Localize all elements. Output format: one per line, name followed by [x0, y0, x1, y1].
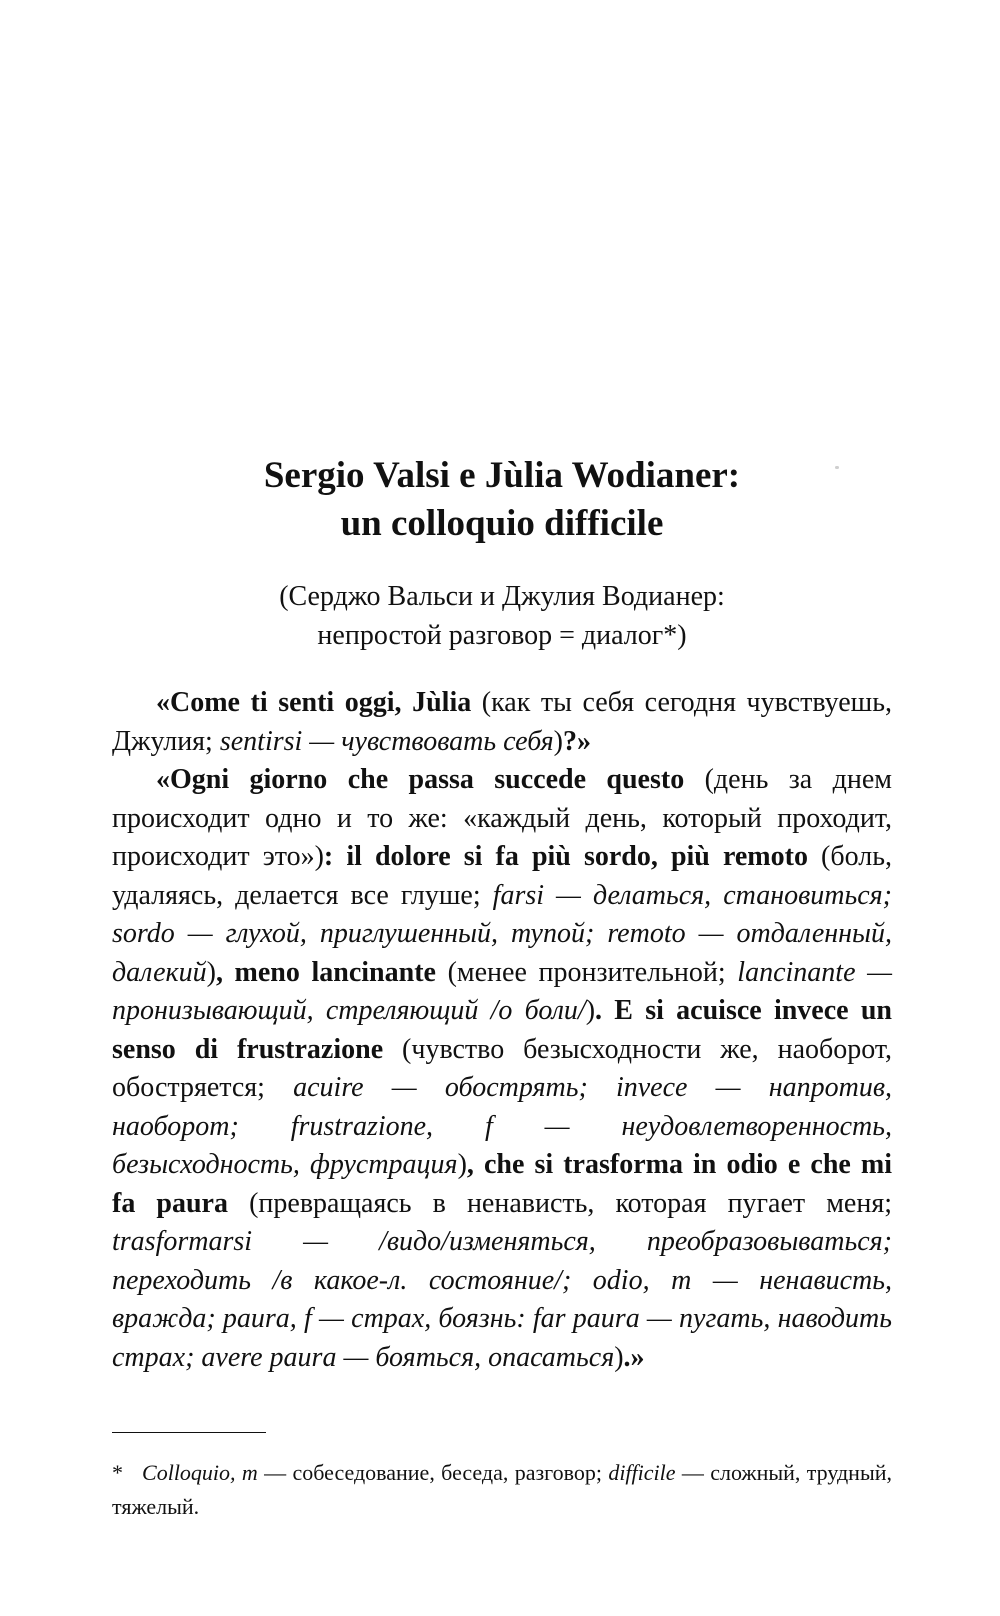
footnote-marker: *	[112, 1460, 123, 1485]
footnote-definition: — собеседование, беседа, разговор;	[257, 1460, 609, 1485]
italian-text: .»	[623, 1341, 645, 1373]
vocabulary-note: acuire — обострять; invece — напротив, наоборот; frustrazione, f — неудовлетворенность, безысходность, фрустрация	[112, 1072, 893, 1180]
russian-translation: (как ты себя сегодня чувствуешь, Джулия;	[112, 687, 892, 757]
russian-translation: )	[457, 1149, 467, 1180]
russian-translation: )	[206, 956, 216, 988]
chapter-title	[112, 452, 892, 548]
russian-translation: (день за днем происходит одно и то же: «каждый день, который проходит, происходит это»)	[112, 764, 892, 872]
paragraph-2	[112, 761, 892, 1377]
italian-text: : il dolore si fa più sordo, più remoto	[323, 841, 808, 872]
chapter-subtitle-line-1: (Серджо Вальси и Джулия Водианер:	[279, 581, 725, 612]
russian-translation: (менее пронзительной;	[435, 956, 738, 988]
italian-text: ?»	[562, 725, 591, 757]
body-text	[112, 684, 892, 1377]
footnote-definition: — сложный, трудный, тяжелый.	[112, 1460, 892, 1519]
italian-text: . E si acuisce invece un senso di frustrazione	[112, 995, 892, 1065]
footnote-term: Colloquio, m	[142, 1460, 258, 1485]
book-page	[112, 0, 892, 1616]
russian-translation: (превращаясь в ненависть, которая пугает меня;	[228, 1187, 893, 1219]
footnote-term: difficile	[608, 1460, 676, 1485]
chapter-subtitle-line-2: непростой разговор = диалог*)	[317, 620, 687, 651]
paragraph-1	[112, 684, 892, 761]
vocabulary-note: trasformarsi — /видо/изменяться, преобразовываться; переходить /в какое-л. состояние/; odio, m — ненависть, вражда; paura, f — страх, боязнь: far paura — пугать, наводить страх; avere paura — бояться, опасаться	[112, 1226, 892, 1373]
italian-text: , che si trasforma in odio e che mi fa paura	[112, 1149, 892, 1219]
print-speck	[835, 466, 839, 469]
vocabulary-note: sentirsi — чувствовать себя	[219, 725, 554, 757]
russian-translation: )	[614, 1341, 624, 1373]
russian-translation: )	[553, 725, 563, 757]
chapter-subtitle	[112, 577, 892, 655]
chapter-title-line-2: un colloquio difficile	[340, 503, 664, 544]
chapter-title-line-1: Sergio Valsi e Jùlia Wodianer:	[263, 455, 741, 496]
russian-translation: (чувство безысходности же, наоборот, обостряется;	[112, 1033, 893, 1103]
vocabulary-note: farsi — делаться, становиться; sordo — глухой, приглушенный, тупой; remoto — отдаленный, далекий	[112, 879, 892, 988]
italian-text: , meno lancinante	[215, 956, 436, 988]
italian-text: «Come ti senti oggi, Jùlia	[156, 687, 472, 718]
vocabulary-note: lancinante — пронизывающий, стреляющий /о боли/	[112, 956, 893, 1026]
italian-text: «Ogni giorno che passa succede questo	[156, 764, 685, 795]
russian-translation: )	[585, 995, 596, 1026]
footnote	[112, 1456, 892, 1524]
footnote-divider	[112, 1432, 266, 1433]
russian-translation: (боль, удаляясь, делается все глуше;	[112, 841, 892, 911]
